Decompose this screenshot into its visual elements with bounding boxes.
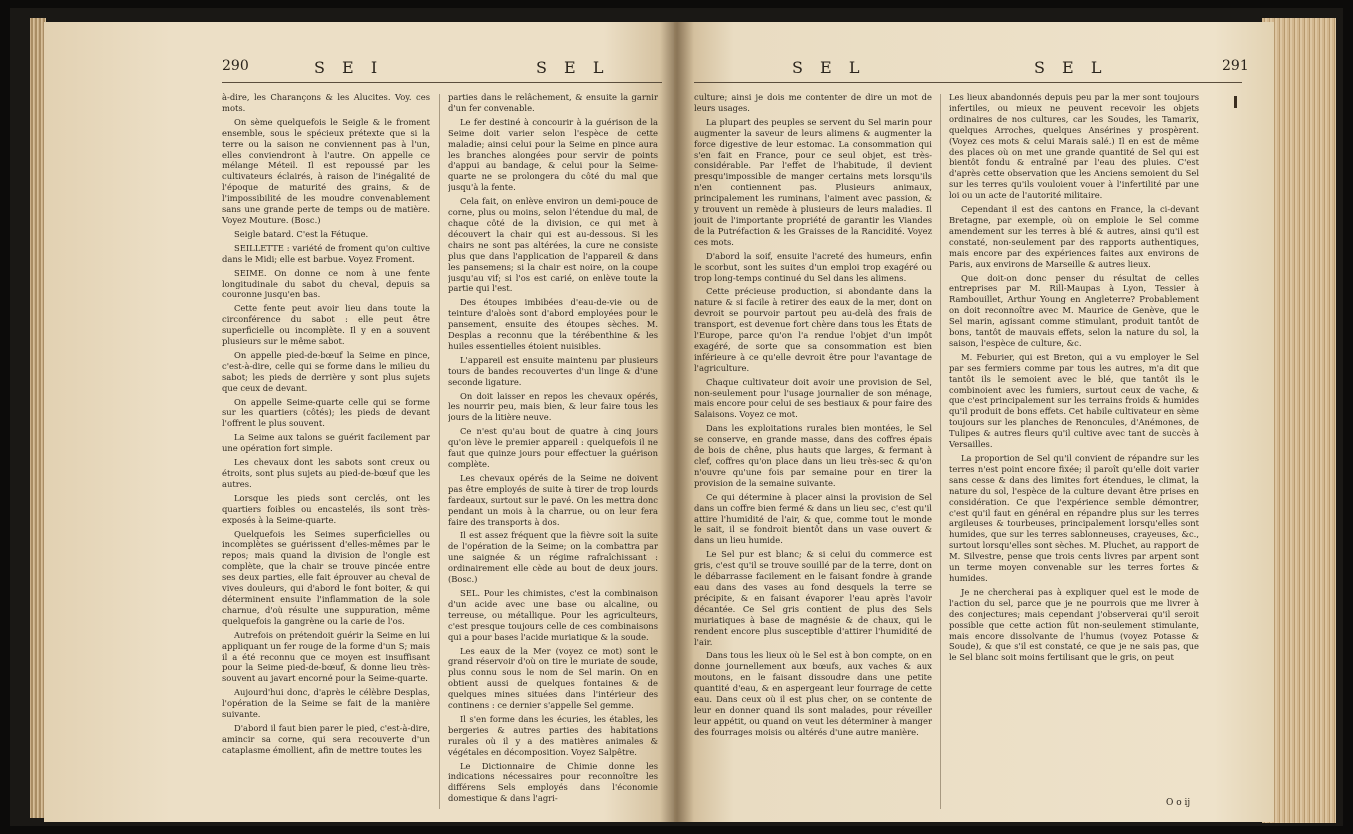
paragraph: SEILLETTE : variété de froment qu'on cultive dans le Midi; elle est barbue. Voyez Froment. <box>222 242 430 264</box>
header-rule-left <box>222 82 662 83</box>
paragraph: Ce n'est qu'au bout de quatre à cinq jours qu'on lève le premier appareil : quelquefois il ne faut que quinze jours pour effectuer la guérison complète. <box>448 426 658 469</box>
page-number-right: 291 <box>1222 58 1249 74</box>
paragraph: Que doit-on donc penser du résultat de celles entreprises par M. Rill-Maupas à Lyon, Tessier à Rambouillet, Arthur Young en Angleterre? Probablement on doit reconnoître avec M. Maurice de Genève, que le Sel marin, agissant comme stimulant, produit tantôt de bons, tantôt de mauvais effets, selon la nature du sol, la saison, l'espèce de culture, &c. <box>949 272 1199 348</box>
paragraph: Les chevaux opérés de la Seime ne doivent pas être employés de suite à tirer de trop lourds fardeaux, surtout sur le pavé. On les mettra donc pendant un mois à la charrue, ou on leur fera faire des transports à dos. <box>448 472 658 527</box>
paragraph: Le fer destiné à concourir à la guérison de la Seime doit varier selon l'espèce de cette maladie; ainsi celui pour la Seime en pince aura les branches alongées pour servir de points d'appui au bandage, & celui pour la Seime-quarte ne se prolongera du côté du mal que jusqu'à la fente. <box>448 116 658 193</box>
paragraph: Le Dictionnaire de Chimie donne les indications nécessaires pour reconnoître les différens Sels employés dans l'économie domestique & dans l'agri- <box>448 760 658 804</box>
paragraph: Lorsque les pieds sont cerclés, ont les quartiers foibles ou encastelés, ils sont très-exposés à la Seime-quarte. <box>222 492 430 525</box>
page-number-left: 290 <box>222 58 249 74</box>
paragraph: Les eaux de la Mer (voyez ce mot) sont le grand réservoir d'où on tire le muriate de soude, plus connu sous le nom de Sel marin. On en obtient aussi de quelques fontaines & de quelques mines situées dans l'intérieur des continens : ce dernier s'appelle Sel gemme. <box>448 645 658 711</box>
paragraph: Autrefois on prétendoit guérir la Seime en lui appliquant un fer rouge de la forme d'un S; mais il a été reconnu que ce moyen est insuffisant pour la Seime pied-de-bœuf, & donne lieu très-souvent au javart encorné pour la Seime-quarte. <box>222 629 430 684</box>
paragraph: Cependant il est des cantons en France, la ci-devant Bretagne, par exemple, où on emploie le Sel comme amendement sur les terres à blé & autres, ainsi qu'il est constaté, non-seulement par des rapports authentiques, mais encore par des expériences faites aux environs de Paris, aux environs de Marseille & autres lieux. <box>949 204 1199 269</box>
paragraph: On sème quelquefois le Seigle & le froment ensemble, sous le spécieux prétexte que si la terre ou la saison ne conviennent pas à l'un, elles conviendront à l'autre. On appelle ce mélange Méteil. Il est repoussé par les cultivateurs éclairés, à raison de l'inégalité de l'époque de maturité des grains, & de l'impossibilité de les moudre convenablement sans une grande perte de temps ou de matière. Voyez Mouture. (Bosc.) <box>222 116 430 225</box>
paragraph: SEIME. On donne ce nom à une fente longitudinale du sabot du cheval, depuis sa couronne jusqu'en bas. <box>222 267 430 300</box>
running-head-left-col2: S E L <box>536 58 610 77</box>
running-head-right: S E L <box>1034 58 1108 77</box>
paragraph: On appelle Seime-quarte celle qui se forme sur les quartiers (côtés); les pieds de devant l'offrent le plus souvent. <box>222 396 430 429</box>
paragraph: Des étoupes imbibées d'eau-de-vie ou de teinture d'aloès sont d'abord employées pour le pansement, ensuite des étoupes sèches. M. Desplas a reconnu que la térébenthine & les huiles essentielles étoient nuisibles. <box>448 297 658 351</box>
paragraph: parties dans le relâchement, & ensuite la garnir d'un fer convenable. <box>448 92 658 113</box>
paragraph: Cette fente peut avoir lieu dans toute la circonférence du sabot : elle peut être superficielle ou incomplète. Il y en a souvent plusieurs sur le même sabot. <box>222 303 430 347</box>
page-marker <box>1234 96 1237 108</box>
paragraph: Aujourd'hui donc, d'après le célèbre Desplas, l'opération de la Seime se fait de la manière suivante. <box>222 687 430 720</box>
running-head-right-col1: S E L <box>792 58 866 77</box>
paragraph: Seigle batard. C'est la Fétuque. <box>234 228 369 239</box>
paragraph: Dans les exploitations rurales bien montées, le Sel se conserve, en grande masse, dans des coffres épais de bois de chêne, plus hauts que larges, & fermant à clef, coffres qu'on place dans un lieu très-sec & qu'on n'ouvre qu'une fois par semaine pour en tirer la provision de la semaine suivante. <box>694 423 932 488</box>
signature-mark: O o ij <box>1166 798 1191 808</box>
paragraph: La plupart des peuples se servent du Sel marin pour augmenter la saveur de leurs alimens & augmenter la force digestive de leur estomac. La consommation qui s'en fait en France, pour ce seul objet, est très-considérable. Par l'effet de l'habitude, il devient presqu'impossible de manger certains mets lorsqu'ils n'en contiennent pas. Plusieurs animaux, principalement les ruminans, l'aiment avec passion, & y trouvent un remède à plusieurs de leurs maladies. Il jouit de l'importante propriété de garantir les Viandes de la Putréfaction & les Graisses de la Rancidité. Voyez ces mots. <box>694 116 932 247</box>
paragraph: M. Feburier, qui est Breton, qui a vu employer le Sel par ses fermiers comme par tous les autres, m'a dit que tantôt ils le semoient avec le blé, que tantôt ils le combinoient avec les fumiers, surtout ceux de vache, & que c'est principalement sur les terrains froids & humides qu'il produit de bons effets. Cet habile cultivateur en sème toujours sur les planches de Renoncules, d'Anémones, de Tulipes & autres fleurs qu'il cultive avec tant de succès à Versailles. <box>949 351 1199 450</box>
right-column-1 <box>694 92 932 812</box>
paragraph: La Seime aux talons se guérit facilement par une opération fort simple. <box>222 432 430 454</box>
right-page <box>674 22 1274 822</box>
paragraph: Quelquefois les Seimes superficielles ou incomplètes se guérissent d'elles-mêmes par le repos; mais quand la division de l'ongle est complète, que la chair se trouve pincée entre ses deux parties, elle fait éprouver au cheval de vives douleurs, qui d'abord le font boiter, & qui déterminent ensuite l'inflammation de la sole charnue, d'où résulte une suppuration, même quelquefois la gangrène ou la carie de l'os. <box>222 528 430 626</box>
header-rule-right <box>694 82 1242 83</box>
column-divider-left <box>439 94 440 809</box>
paragraph: On appelle pied-de-bœuf la Seime en pince, c'est-à-dire, celle qui se forme dans le milieu du sabot; les pieds de derrière y sont plus sujets que ceux de devant. <box>222 349 430 393</box>
paragraph: Ce qui détermine à placer ainsi la provision de Sel dans un coffre bien fermé & dans un lieu sec, c'est qu'il attire l'humidité de l'air, & que, comme tout le monde le sait, il se fondroit bientôt dans un vase ouvert & dans un lieu humide. <box>694 491 932 546</box>
paragraph: Chaque cultivateur doit avoir une provision de Sel, non-seulement pour l'usage journalier de son ménage, mais encore pour celui de ses bestiaux & pour faire des Salaisons. Voyez ce mot. <box>694 376 932 420</box>
paragraph: culture; ainsi je dois me contenter de dire un mot de leurs usages. <box>694 92 932 113</box>
paragraph: Je ne chercherai pas à expliquer quel est le mode de l'action du sel, parce que je ne pourrois que me livrer à des conjectures; mais cependant j'observerai qu'il seroit possible que cette action fût non-seulement stimulante, mais encore dissolvante de l'humus (voyez Potasse & Soude), & que s'il est constaté, ce que je ne sais pas, que le Sel blanc soit moins fertilisant que le gris, on peut <box>949 586 1199 663</box>
left-column-2 <box>448 92 658 812</box>
paragraph: Dans tous les lieux où le Sel est à bon compte, on en donne journellement aux bœufs, aux vaches & aux moutons, en le faisant dissoudre dans une petite quantité d'eau, & en aspergeant leur fourrage de cette eau. Dans ceux où il est plus cher, on se contente de leur en donner quand ils sont malades, pour réveiller leur appétit, ou quand on veut les déterminer à manger des fourrages moisis ou altérés d'une autre manière. <box>694 650 932 737</box>
paragraph: Il s'en forme dans les écuries, les étables, les bergeries & autres parties des habitations rurales où il y a des matières animales & végétales en décomposition. Voyez Salpêtre. <box>448 713 658 757</box>
paragraph: Il est assez fréquent que la fièvre soit la suite de l'opération de la Seime; on la combattra par une saignée & un régime rafraîchissant : ordinairement elle cède au bout de deux jours. (Bosc.) <box>448 530 658 585</box>
paragraph: SEL. Pour les chimistes, c'est la combinaison d'un acide avec une base ou alcaline, ou terreuse, ou métallique. Pour les agriculteurs, c'est presque toujours celle de ces combinaisons qui a pour bases l'acide muriatique & la soude. <box>448 587 658 642</box>
paragraph: Les chevaux dont les sabots sont creux ou étroits, sont plus sujets au pied-de-bœuf que les autres. <box>222 457 430 489</box>
paragraph: à-dire, les Charançons & les Alucites. Voy. ces mots. <box>222 92 430 113</box>
running-head-left: S E I <box>314 58 384 77</box>
column-divider-right <box>940 94 941 809</box>
book-gutter <box>660 22 694 822</box>
paragraph: On doit laisser en repos les chevaux opérés, les nourrir peu, mais bien, & leur faire tous les jours de la litière neuve. <box>448 390 658 423</box>
paragraph: Le Sel pur est blanc; & si celui du commerce est gris, c'est qu'il se trouve souillé par de la terre, dont on le débarrasse facilement en le faisant fondre à grande eau dans des vases au fond desquels la terre se précipite, & en faisant évaporer l'eau après l'avoir décantée. Ce Sel gris contient de plus des Sels muriatiques à base de magnésie & de chaux, qui le rendent encore plus susceptible d'attirer l'humidité de l'air. <box>694 549 932 647</box>
paragraph: D'abord il faut bien parer le pied, c'est-à-dire, amincir sa corne, qui sera recouverte d'un cataplasme émollient, afin de mettre toutes les <box>222 722 430 755</box>
paragraph: Cette précieuse production, si abondante dans la nature & si facile à retirer des eaux de la mer, dont on devroit se pourvoir partout peu au-delà des frais de transport, est devenue fort chère dans tous les États de l'Europe, parce qu'on l'a rendue l'objet d'un impôt exagéré, de sorte que sa consommation est bien inférieure à ce qu'elle devroit être pour l'avantage de l'agriculture. <box>694 286 932 373</box>
paragraph: L'appareil est ensuite maintenu par plusieurs tours de bandes recouvertes d'un linge & d'une seconde ligature. <box>448 354 658 387</box>
left-column-1 <box>222 92 430 812</box>
right-column-2 <box>949 92 1199 797</box>
paragraph: La proportion de Sel qu'il convient de répandre sur les terres n'est point encore fixée; il paroît qu'elle doit varier sans cesse & dans des limites fort étendues, le climat, la nature du sol, l'espèce de la culture devant être prises en considération. Ce que l'expérience semble démontrer, c'est qu'il faut en général en répandre plus sur les terres argileuses & tourbeuses, principalement lorsqu'elles sont humides, que sur les terres sablonneuses, crayeuses, &c., surtout lorsqu'elles sont sèches. M. Pluchet, au rapport de M. Silvestre, pense que trois cents livres par arpent sont un terme moyen convenable sur les terres fortes & humides. <box>949 453 1199 583</box>
paragraph: Les lieux abandonnés depuis peu par la mer sont toujours infertiles, ou mieux ne peuvent recevoir les objets ordinaires de nos cultures, car les Soudes, les Tamarix, quelques Arroches, quelques Ansérines y prospèrent. (Voyez ces mots & celui Marais salé.) Il en est de même des places où on met une grande quantité de Sel qui est bientôt fondu & entraîné par l'eau des pluies. C'est d'après cette observation que les Anciens semoient du Sel sur les terres qu'ils vouloient vouer à l'infertilité par une loi ou un acte de l'autorité militaire. <box>949 92 1199 201</box>
left-page <box>44 22 680 822</box>
paragraph: D'abord la soif, ensuite l'acreté des humeurs, enfin le scorbut, sont les suites d'un emploi trop exagéré ou trop long-temps continué du Sel dans les alimens. <box>694 250 932 283</box>
paragraph: Cela fait, on enlève environ un demi-pouce de corne, plus ou moins, selon l'étendue du mal, de chaque côté de la division, ce qui met à découvert la chair qui est au-dessous. Si les chairs ne sont pas altérées, la cure ne consiste plus que dans l'application de l'appareil & dans les pansemens; si la chair est noire, on la coupe jusqu'au vif; si l'os est carié, on enlève toute la partie qui l'est. <box>448 196 658 294</box>
